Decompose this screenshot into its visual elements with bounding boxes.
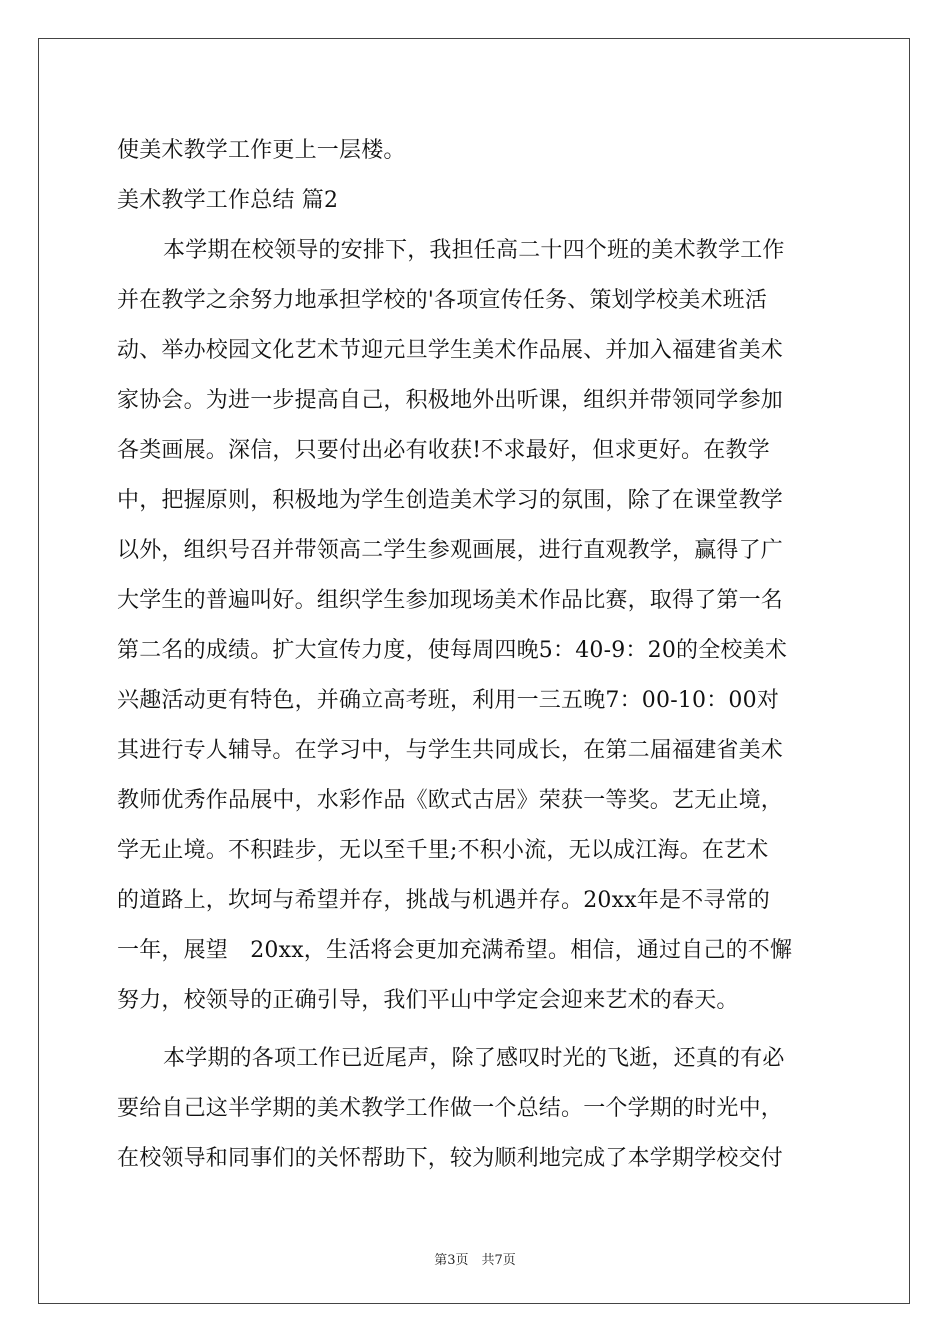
text-line: 本学期在校领导的安排下，我担任高二十四个班的美术教学工作 xyxy=(163,238,785,263)
text-line: 学无止境。不积跬步，无以至千里;不积小流，无以成江海。在艺术 xyxy=(117,838,769,863)
paragraph-1 xyxy=(117,226,835,1026)
text-line: 要给自己这半学期的美术教学工作做一个总结。一个学期的时光中， xyxy=(117,1096,784,1121)
page-footer: 第3页 共7页 xyxy=(434,1253,516,1268)
paragraph-2 xyxy=(117,1034,835,1184)
text-line: 家协会。为进一步提高自己，积极地外出听课，组织并带领同学参加 xyxy=(117,388,784,413)
text-line: 其进行专人辅导。在学习中，与学生共同成长，在第二届福建省美术 xyxy=(117,738,784,763)
text-line: 努力，校领导的正确引导，我们平山中学定会迎来艺术的春天。 xyxy=(117,988,739,1013)
text-line: 本学期的各项工作已近尾声，除了感叹时光的飞逝，还真的有必 xyxy=(163,1046,785,1071)
text-line: 一年，展望 20xx，生活将会更加充满希望。相信，通过自己的不懈 xyxy=(117,938,793,963)
text-line: 大学生的普遍叫好。组织学生参加现场美术作品比赛，取得了第一名 xyxy=(117,588,784,613)
text-line: 各类画展。深信，只要付出必有收获!不求最好，但求更好。在教学 xyxy=(117,438,770,463)
text-line: 中，把握原则，积极地为学生创造美术学习的氛围，除了在课堂教学 xyxy=(117,488,784,513)
section-heading: 美术教学工作总结 篇2 xyxy=(117,188,339,213)
paragraph-gap xyxy=(117,1026,835,1034)
text-line: 在校领导和同事们的关怀帮助下，较为顺利地完成了本学期学校交付 xyxy=(117,1146,784,1171)
document-body xyxy=(117,126,835,1184)
text-line: 以外，组织号召并带领高二学生参观画展，进行直观教学，赢得了广 xyxy=(117,538,784,563)
text-line: 使美术教学工作更上一层楼。 xyxy=(117,138,406,163)
text-line: 并在教学之余努力地承担学校的'各项宣传任务、策划学校美术班活 xyxy=(117,288,768,313)
text-line: 第二名的成绩。扩大宣传力度，使每周四晚5：40-9：20的全校美术 xyxy=(117,638,788,663)
text-line: 动、举办校园文化艺术节迎元旦学生美术作品展、并加入福建省美术 xyxy=(117,338,784,363)
text-line: 兴趣活动更有特色，并确立高考班，利用一三五晚7：00-10：00对 xyxy=(117,688,780,713)
text-line: 教师优秀作品展中，水彩作品《欧式古居》荣获一等奖。艺无止境， xyxy=(117,788,784,813)
text-line: 的道路上，坎坷与希望并存，挑战与机遇并存。20xx年是不寻常的 xyxy=(117,888,771,913)
